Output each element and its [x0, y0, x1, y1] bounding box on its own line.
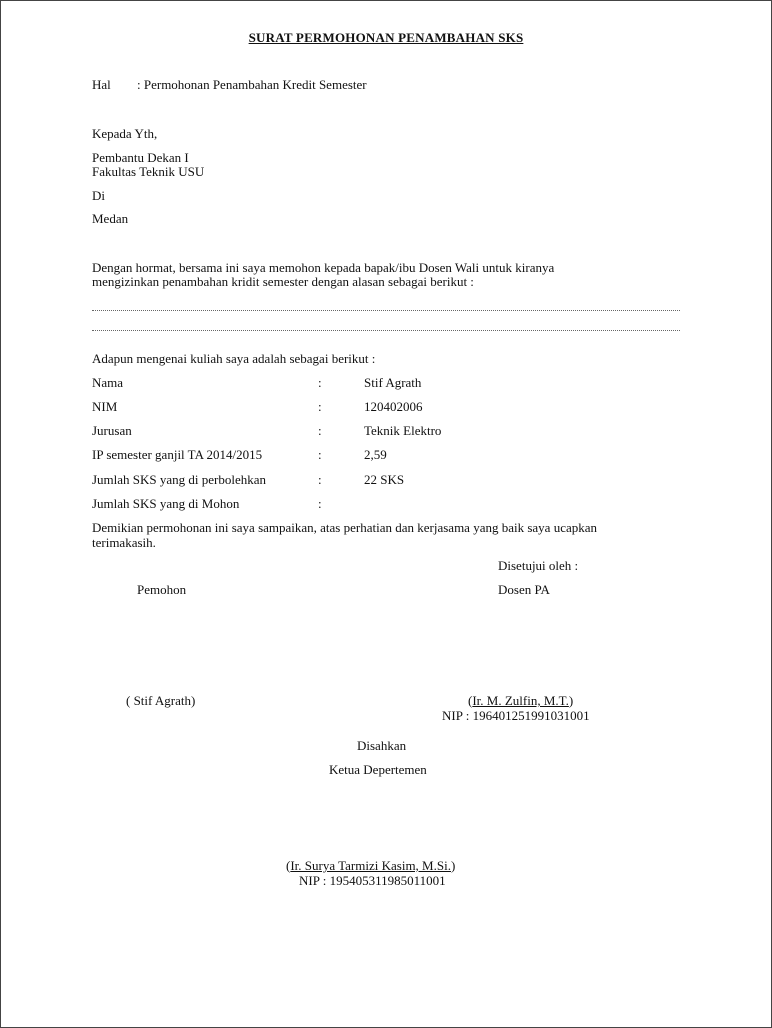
detail-colon: : [318, 399, 322, 414]
detail-value: 22 SKS [364, 472, 405, 487]
advisor-label: Dosen PA [498, 582, 550, 597]
detail-value: 120402006 [364, 399, 423, 414]
reason-dotted-line-1 [92, 310, 680, 311]
recipient-greeting: Kepada Yth, [92, 126, 158, 141]
applicant-name: ( Stif Agrath) [126, 693, 196, 708]
recipient-city: Medan [92, 211, 129, 226]
reason-dotted-line-2 [92, 330, 680, 331]
recipient-di: Di [92, 188, 105, 203]
detail-label: Nama [92, 375, 124, 390]
detail-value: Teknik Elektro [364, 423, 442, 438]
details-intro: Adapun mengenai kuliah saya adalah sebagai berikut : [92, 351, 376, 366]
recipient-line-2: Fakultas Teknik USU [92, 164, 205, 179]
detail-label: Jumlah SKS yang di Mohon [92, 496, 240, 511]
advisor-close-paren: ) [568, 693, 574, 708]
subject-value: : Permohonan Penambahan Kredit Semester [137, 77, 367, 92]
head-open-paren: ( [286, 858, 291, 873]
department-head-label: Ketua Depertemen [329, 762, 427, 777]
closing-line-2: terimakasih. [92, 535, 156, 550]
detail-value: Stif Agrath [364, 375, 422, 390]
detail-label: Jumlah SKS yang di perbolehkan [92, 472, 267, 487]
opening-line-1: Dengan hormat, bersama ini saya memohon kepada bapak/ibu Dosen Wali untuk kiranya [92, 260, 555, 275]
applicant-label: Pemohon [137, 582, 187, 597]
advisor-name: Ir. M. Zulfin, M.T. [472, 693, 569, 708]
ratification-label: Disahkan [357, 738, 407, 753]
opening-line-2: mengizinkan penambahan kridit semester dengan alasan sebagai berikut : [92, 274, 474, 289]
department-head-nip: NIP : 195405311985011001 [299, 873, 446, 888]
department-head-signature [286, 858, 455, 873]
detail-colon: : [318, 496, 322, 511]
advisor-open-paren: ( [468, 693, 473, 708]
subject-label: Hal [92, 77, 111, 92]
approved-by-label: Disetujui oleh : [498, 558, 579, 573]
advisor-nip: NIP : 196401251991031001 [442, 708, 590, 723]
detail-label: IP semester ganjil TA 2014/2015 [92, 447, 263, 462]
recipient-line-1: Pembantu Dekan I [92, 150, 189, 165]
detail-colon: : [318, 423, 322, 438]
detail-value: 2,59 [364, 447, 387, 462]
advisor-signature [468, 693, 573, 708]
document-title: SURAT PERMOHONAN PENAMBAHAN SKS [248, 30, 524, 45]
detail-colon: : [318, 447, 322, 462]
department-head-name: Ir. Surya Tarmizi Kasim, M.Si. [290, 858, 451, 873]
head-close-paren: ) [450, 858, 456, 873]
detail-colon: : [318, 472, 322, 487]
detail-label: NIM [92, 399, 118, 414]
closing-line-1: Demikian permohonan ini saya sampaikan, atas perhatian dan kerjasama yang baik saya ucapkan [92, 520, 598, 535]
detail-colon: : [318, 375, 322, 390]
detail-label: Jurusan [92, 423, 132, 438]
